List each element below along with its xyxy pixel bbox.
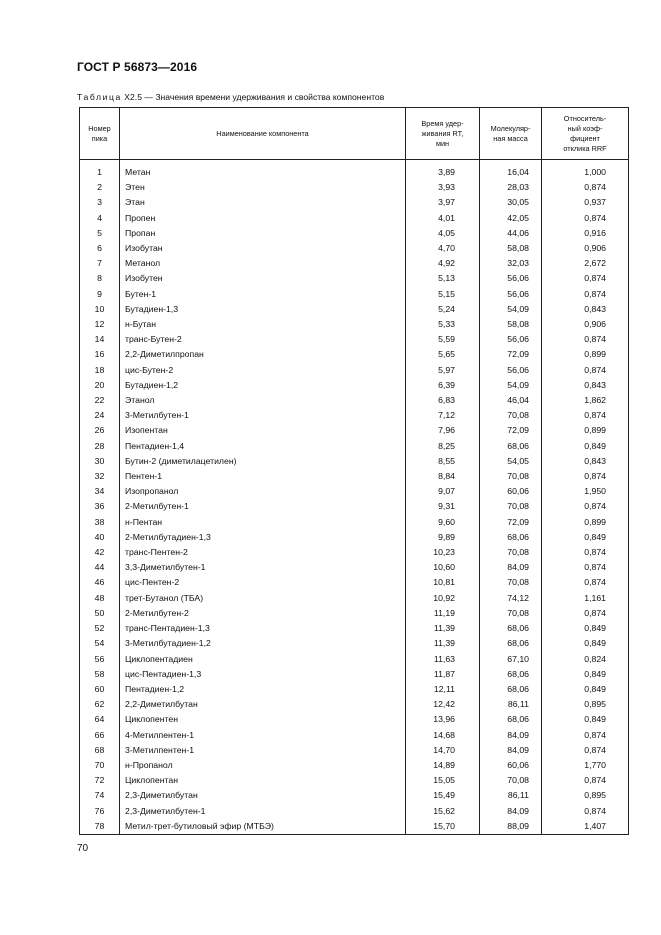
cell-molecular-mass: 58,08 xyxy=(480,241,542,256)
table-caption xyxy=(77,92,384,102)
cell-response-factor: 0,874 xyxy=(542,773,629,788)
table-row xyxy=(80,515,629,530)
cell-molecular-mass: 68,06 xyxy=(480,682,542,697)
cell-peak-number: 50 xyxy=(80,606,120,621)
table-row xyxy=(80,160,629,181)
col-header-response-factor: Относитель- ный коэф- фициент отклика RRF xyxy=(542,108,629,160)
cell-molecular-mass: 84,09 xyxy=(480,804,542,819)
table-row xyxy=(80,241,629,256)
cell-component-name: Бутадиен-1,3 xyxy=(120,302,406,317)
cell-response-factor: 0,874 xyxy=(542,211,629,226)
table-row xyxy=(80,256,629,271)
retention-table xyxy=(79,107,629,835)
cell-molecular-mass: 86,11 xyxy=(480,788,542,803)
cell-peak-number: 22 xyxy=(80,393,120,408)
cell-molecular-mass: 56,06 xyxy=(480,287,542,302)
cell-molecular-mass: 68,06 xyxy=(480,621,542,636)
cell-response-factor: 0,874 xyxy=(542,606,629,621)
cell-component-name: 2,2-Диметилбутан xyxy=(120,697,406,712)
cell-retention-time: 7,12 xyxy=(406,408,480,423)
table-row xyxy=(80,697,629,712)
cell-molecular-mass: 54,05 xyxy=(480,454,542,469)
cell-response-factor: 1,407 xyxy=(542,819,629,835)
cell-molecular-mass: 58,08 xyxy=(480,317,542,332)
cell-component-name: цис-Бутен-2 xyxy=(120,363,406,378)
cell-molecular-mass: 88,09 xyxy=(480,819,542,835)
cell-response-factor: 0,843 xyxy=(542,454,629,469)
table-row xyxy=(80,575,629,590)
table-row xyxy=(80,484,629,499)
cell-peak-number: 64 xyxy=(80,712,120,727)
cell-response-factor: 0,899 xyxy=(542,515,629,530)
cell-component-name: Пентадиен-1,2 xyxy=(120,682,406,697)
table-row xyxy=(80,728,629,743)
cell-component-name: цис-Пентадиен-1,3 xyxy=(120,667,406,682)
cell-response-factor: 0,849 xyxy=(542,667,629,682)
cell-component-name: Циклопентан xyxy=(120,773,406,788)
table-row xyxy=(80,682,629,697)
cell-component-name: 2,2-Диметилпропан xyxy=(120,347,406,362)
cell-molecular-mass: 60,06 xyxy=(480,758,542,773)
cell-response-factor: 0,874 xyxy=(542,499,629,514)
cell-retention-time: 5,65 xyxy=(406,347,480,362)
cell-retention-time: 5,15 xyxy=(406,287,480,302)
cell-component-name: Пентен-1 xyxy=(120,469,406,484)
cell-molecular-mass: 70,08 xyxy=(480,499,542,514)
cell-response-factor: 0,906 xyxy=(542,317,629,332)
cell-response-factor: 0,874 xyxy=(542,728,629,743)
cell-molecular-mass: 30,05 xyxy=(480,195,542,210)
cell-retention-time: 10,23 xyxy=(406,545,480,560)
cell-peak-number: 10 xyxy=(80,302,120,317)
cell-peak-number: 4 xyxy=(80,211,120,226)
table-row xyxy=(80,530,629,545)
cell-retention-time: 15,49 xyxy=(406,788,480,803)
table-row xyxy=(80,271,629,286)
table-row xyxy=(80,363,629,378)
cell-retention-time: 3,93 xyxy=(406,180,480,195)
cell-peak-number: 36 xyxy=(80,499,120,514)
cell-peak-number: 54 xyxy=(80,636,120,651)
cell-response-factor: 0,874 xyxy=(542,180,629,195)
table-row xyxy=(80,423,629,438)
cell-component-name: 3-Метилбутен-1 xyxy=(120,408,406,423)
cell-retention-time: 5,13 xyxy=(406,271,480,286)
table-header-row xyxy=(80,108,629,160)
cell-component-name: 2-Метилбутадиен-1,3 xyxy=(120,530,406,545)
cell-response-factor: 0,874 xyxy=(542,743,629,758)
cell-response-factor: 0,849 xyxy=(542,682,629,697)
cell-response-factor: 0,895 xyxy=(542,697,629,712)
cell-component-name: Бутен-1 xyxy=(120,287,406,302)
cell-response-factor: 0,849 xyxy=(542,621,629,636)
table-row xyxy=(80,621,629,636)
cell-component-name: 2,3-Диметилбутан xyxy=(120,788,406,803)
cell-response-factor: 0,916 xyxy=(542,226,629,241)
table-row xyxy=(80,469,629,484)
cell-peak-number: 28 xyxy=(80,439,120,454)
cell-response-factor: 0,874 xyxy=(542,363,629,378)
cell-component-name: Циклопентен xyxy=(120,712,406,727)
cell-retention-time: 10,81 xyxy=(406,575,480,590)
cell-retention-time: 8,25 xyxy=(406,439,480,454)
cell-peak-number: 14 xyxy=(80,332,120,347)
cell-molecular-mass: 46,04 xyxy=(480,393,542,408)
table-row xyxy=(80,788,629,803)
cell-retention-time: 11,87 xyxy=(406,667,480,682)
cell-response-factor: 0,849 xyxy=(542,636,629,651)
cell-component-name: 2-Метилбутен-1 xyxy=(120,499,406,514)
cell-molecular-mass: 72,09 xyxy=(480,515,542,530)
cell-retention-time: 3,89 xyxy=(406,160,480,181)
cell-response-factor: 0,874 xyxy=(542,408,629,423)
cell-molecular-mass: 84,09 xyxy=(480,560,542,575)
cell-peak-number: 62 xyxy=(80,697,120,712)
cell-peak-number: 42 xyxy=(80,545,120,560)
cell-molecular-mass: 70,08 xyxy=(480,469,542,484)
cell-molecular-mass: 68,06 xyxy=(480,530,542,545)
cell-peak-number: 46 xyxy=(80,575,120,590)
cell-retention-time: 9,07 xyxy=(406,484,480,499)
cell-molecular-mass: 68,06 xyxy=(480,439,542,454)
table-body xyxy=(80,160,629,835)
cell-response-factor: 1,862 xyxy=(542,393,629,408)
cell-peak-number: 32 xyxy=(80,469,120,484)
table-row xyxy=(80,545,629,560)
cell-component-name: 3-Метилпентен-1 xyxy=(120,743,406,758)
cell-molecular-mass: 70,08 xyxy=(480,575,542,590)
cell-peak-number: 12 xyxy=(80,317,120,332)
cell-molecular-mass: 54,09 xyxy=(480,378,542,393)
cell-molecular-mass: 56,06 xyxy=(480,332,542,347)
cell-component-name: Этан xyxy=(120,195,406,210)
cell-peak-number: 24 xyxy=(80,408,120,423)
cell-peak-number: 60 xyxy=(80,682,120,697)
cell-peak-number: 9 xyxy=(80,287,120,302)
cell-molecular-mass: 86,11 xyxy=(480,697,542,712)
cell-molecular-mass: 70,08 xyxy=(480,408,542,423)
cell-component-name: Изобутен xyxy=(120,271,406,286)
table-row xyxy=(80,393,629,408)
cell-peak-number: 20 xyxy=(80,378,120,393)
cell-molecular-mass: 72,09 xyxy=(480,347,542,362)
table-row xyxy=(80,211,629,226)
cell-molecular-mass: 84,09 xyxy=(480,728,542,743)
cell-retention-time: 11,39 xyxy=(406,621,480,636)
cell-response-factor: 0,874 xyxy=(542,575,629,590)
cell-peak-number: 78 xyxy=(80,819,120,835)
cell-molecular-mass: 74,12 xyxy=(480,591,542,606)
cell-component-name: Бутин-2 (диметилацетилен) xyxy=(120,454,406,469)
cell-component-name: 4-Метилпентен-1 xyxy=(120,728,406,743)
cell-peak-number: 58 xyxy=(80,667,120,682)
cell-peak-number: 38 xyxy=(80,515,120,530)
cell-molecular-mass: 28,03 xyxy=(480,180,542,195)
cell-peak-number: 30 xyxy=(80,454,120,469)
cell-response-factor: 0,899 xyxy=(542,347,629,362)
table-row xyxy=(80,636,629,651)
cell-retention-time: 8,55 xyxy=(406,454,480,469)
table-row xyxy=(80,560,629,575)
cell-retention-time: 12,11 xyxy=(406,682,480,697)
table-row xyxy=(80,195,629,210)
cell-response-factor: 1,161 xyxy=(542,591,629,606)
cell-peak-number: 16 xyxy=(80,347,120,362)
cell-peak-number: 52 xyxy=(80,621,120,636)
cell-retention-time: 4,92 xyxy=(406,256,480,271)
cell-component-name: Пропен xyxy=(120,211,406,226)
cell-retention-time: 14,68 xyxy=(406,728,480,743)
cell-response-factor: 0,906 xyxy=(542,241,629,256)
table-caption-text: Х2.5 — Значения времени удерживания и свойства компонентов xyxy=(121,92,385,102)
cell-response-factor: 0,937 xyxy=(542,195,629,210)
col-header-molecular-mass: Молекуляр- ная масса xyxy=(480,108,542,160)
cell-retention-time: 5,97 xyxy=(406,363,480,378)
cell-peak-number: 68 xyxy=(80,743,120,758)
cell-peak-number: 76 xyxy=(80,804,120,819)
table-row xyxy=(80,317,629,332)
cell-molecular-mass: 67,10 xyxy=(480,652,542,667)
cell-response-factor: 0,843 xyxy=(542,378,629,393)
table-row xyxy=(80,347,629,362)
cell-component-name: транс-Бутен-2 xyxy=(120,332,406,347)
cell-response-factor: 2,672 xyxy=(542,256,629,271)
cell-retention-time: 14,89 xyxy=(406,758,480,773)
page-number: 70 xyxy=(77,843,89,854)
cell-retention-time: 7,96 xyxy=(406,423,480,438)
cell-molecular-mass: 44,06 xyxy=(480,226,542,241)
cell-retention-time: 15,70 xyxy=(406,819,480,835)
table-caption-label: Таблица xyxy=(77,92,122,102)
cell-molecular-mass: 42,05 xyxy=(480,211,542,226)
table-row xyxy=(80,499,629,514)
table-row xyxy=(80,302,629,317)
cell-peak-number: 2 xyxy=(80,180,120,195)
cell-component-name: Изопентан xyxy=(120,423,406,438)
cell-retention-time: 6,83 xyxy=(406,393,480,408)
cell-molecular-mass: 56,06 xyxy=(480,363,542,378)
cell-peak-number: 34 xyxy=(80,484,120,499)
cell-molecular-mass: 32,03 xyxy=(480,256,542,271)
cell-retention-time: 13,96 xyxy=(406,712,480,727)
cell-retention-time: 11,19 xyxy=(406,606,480,621)
cell-response-factor: 0,874 xyxy=(542,560,629,575)
cell-molecular-mass: 56,06 xyxy=(480,271,542,286)
cell-response-factor: 1,000 xyxy=(542,160,629,181)
cell-component-name: 3-Метилбутадиен-1,2 xyxy=(120,636,406,651)
cell-peak-number: 8 xyxy=(80,271,120,286)
cell-molecular-mass: 68,06 xyxy=(480,667,542,682)
cell-retention-time: 3,97 xyxy=(406,195,480,210)
table-row xyxy=(80,591,629,606)
cell-component-name: транс-Пентен-2 xyxy=(120,545,406,560)
cell-retention-time: 9,89 xyxy=(406,530,480,545)
cell-retention-time: 4,01 xyxy=(406,211,480,226)
cell-component-name: 2,3-Диметилбутен-1 xyxy=(120,804,406,819)
cell-molecular-mass: 68,06 xyxy=(480,636,542,651)
cell-retention-time: 10,60 xyxy=(406,560,480,575)
cell-peak-number: 26 xyxy=(80,423,120,438)
cell-component-name: Этанол xyxy=(120,393,406,408)
col-header-peak-number: Номер пика xyxy=(80,108,120,160)
cell-molecular-mass: 16,04 xyxy=(480,160,542,181)
cell-response-factor: 0,874 xyxy=(542,271,629,286)
cell-response-factor: 1,770 xyxy=(542,758,629,773)
col-header-retention-time: Время удер- живания RT, мин xyxy=(406,108,480,160)
cell-retention-time: 9,60 xyxy=(406,515,480,530)
cell-component-name: трет-Бутанол (ТБА) xyxy=(120,591,406,606)
table-row xyxy=(80,758,629,773)
cell-component-name: Пентадиен-1,4 xyxy=(120,439,406,454)
cell-component-name: н-Пропанол xyxy=(120,758,406,773)
cell-component-name: транс-Пентадиен-1,3 xyxy=(120,621,406,636)
table-row xyxy=(80,226,629,241)
cell-response-factor: 0,895 xyxy=(542,788,629,803)
table-row xyxy=(80,180,629,195)
cell-component-name: Пропан xyxy=(120,226,406,241)
document-id: ГОСТ Р 56873—2016 xyxy=(77,60,198,74)
cell-component-name: Метил-трет-бутиловый эфир (МТБЭ) xyxy=(120,819,406,835)
cell-peak-number: 5 xyxy=(80,226,120,241)
cell-response-factor: 0,849 xyxy=(542,530,629,545)
cell-retention-time: 5,59 xyxy=(406,332,480,347)
cell-molecular-mass: 68,06 xyxy=(480,712,542,727)
cell-component-name: Изобутан xyxy=(120,241,406,256)
cell-peak-number: 74 xyxy=(80,788,120,803)
cell-molecular-mass: 70,08 xyxy=(480,606,542,621)
cell-retention-time: 6,39 xyxy=(406,378,480,393)
table-row xyxy=(80,667,629,682)
cell-component-name: Метанол xyxy=(120,256,406,271)
table-row xyxy=(80,408,629,423)
cell-component-name: 3,3-Диметилбутен-1 xyxy=(120,560,406,575)
cell-retention-time: 9,31 xyxy=(406,499,480,514)
cell-component-name: Циклопентадиен xyxy=(120,652,406,667)
cell-response-factor: 0,899 xyxy=(542,423,629,438)
table-row xyxy=(80,332,629,347)
cell-peak-number: 40 xyxy=(80,530,120,545)
cell-response-factor: 0,849 xyxy=(542,439,629,454)
cell-component-name: Этен xyxy=(120,180,406,195)
cell-retention-time: 11,39 xyxy=(406,636,480,651)
cell-molecular-mass: 60,06 xyxy=(480,484,542,499)
cell-retention-time: 5,33 xyxy=(406,317,480,332)
cell-peak-number: 18 xyxy=(80,363,120,378)
table-row xyxy=(80,773,629,788)
cell-retention-time: 15,62 xyxy=(406,804,480,819)
cell-molecular-mass: 70,08 xyxy=(480,773,542,788)
cell-peak-number: 72 xyxy=(80,773,120,788)
cell-molecular-mass: 72,09 xyxy=(480,423,542,438)
cell-peak-number: 6 xyxy=(80,241,120,256)
cell-molecular-mass: 54,09 xyxy=(480,302,542,317)
table-row xyxy=(80,819,629,835)
table-row xyxy=(80,454,629,469)
cell-component-name: Метан xyxy=(120,160,406,181)
cell-peak-number: 56 xyxy=(80,652,120,667)
cell-retention-time: 11,63 xyxy=(406,652,480,667)
cell-peak-number: 48 xyxy=(80,591,120,606)
table-row xyxy=(80,712,629,727)
cell-component-name: н-Пентан xyxy=(120,515,406,530)
table-row xyxy=(80,743,629,758)
cell-response-factor: 0,843 xyxy=(542,302,629,317)
cell-retention-time: 12,42 xyxy=(406,697,480,712)
cell-component-name: Изопропанол xyxy=(120,484,406,499)
cell-response-factor: 0,874 xyxy=(542,804,629,819)
cell-molecular-mass: 84,09 xyxy=(480,743,542,758)
cell-response-factor: 0,874 xyxy=(542,332,629,347)
cell-component-name: Бутадиен-1,2 xyxy=(120,378,406,393)
table-row xyxy=(80,439,629,454)
cell-peak-number: 70 xyxy=(80,758,120,773)
cell-peak-number: 66 xyxy=(80,728,120,743)
cell-retention-time: 4,05 xyxy=(406,226,480,241)
cell-response-factor: 0,824 xyxy=(542,652,629,667)
table-row xyxy=(80,606,629,621)
cell-response-factor: 0,849 xyxy=(542,712,629,727)
cell-molecular-mass: 70,08 xyxy=(480,545,542,560)
table-row xyxy=(80,804,629,819)
col-header-component-name: Наименование компонента xyxy=(120,108,406,160)
table-row xyxy=(80,287,629,302)
cell-retention-time: 15,05 xyxy=(406,773,480,788)
cell-peak-number: 3 xyxy=(80,195,120,210)
cell-component-name: н-Бутан xyxy=(120,317,406,332)
table-row xyxy=(80,378,629,393)
cell-response-factor: 0,874 xyxy=(542,469,629,484)
cell-component-name: цис-Пентен-2 xyxy=(120,575,406,590)
cell-response-factor: 0,874 xyxy=(542,287,629,302)
cell-retention-time: 4,70 xyxy=(406,241,480,256)
cell-component-name: 2-Метилбутен-2 xyxy=(120,606,406,621)
cell-retention-time: 8,84 xyxy=(406,469,480,484)
cell-retention-time: 10,92 xyxy=(406,591,480,606)
cell-peak-number: 7 xyxy=(80,256,120,271)
cell-retention-time: 5,24 xyxy=(406,302,480,317)
cell-peak-number: 44 xyxy=(80,560,120,575)
cell-response-factor: 1,950 xyxy=(542,484,629,499)
cell-response-factor: 0,874 xyxy=(542,545,629,560)
cell-peak-number: 1 xyxy=(80,160,120,181)
cell-retention-time: 14,70 xyxy=(406,743,480,758)
table-row xyxy=(80,652,629,667)
